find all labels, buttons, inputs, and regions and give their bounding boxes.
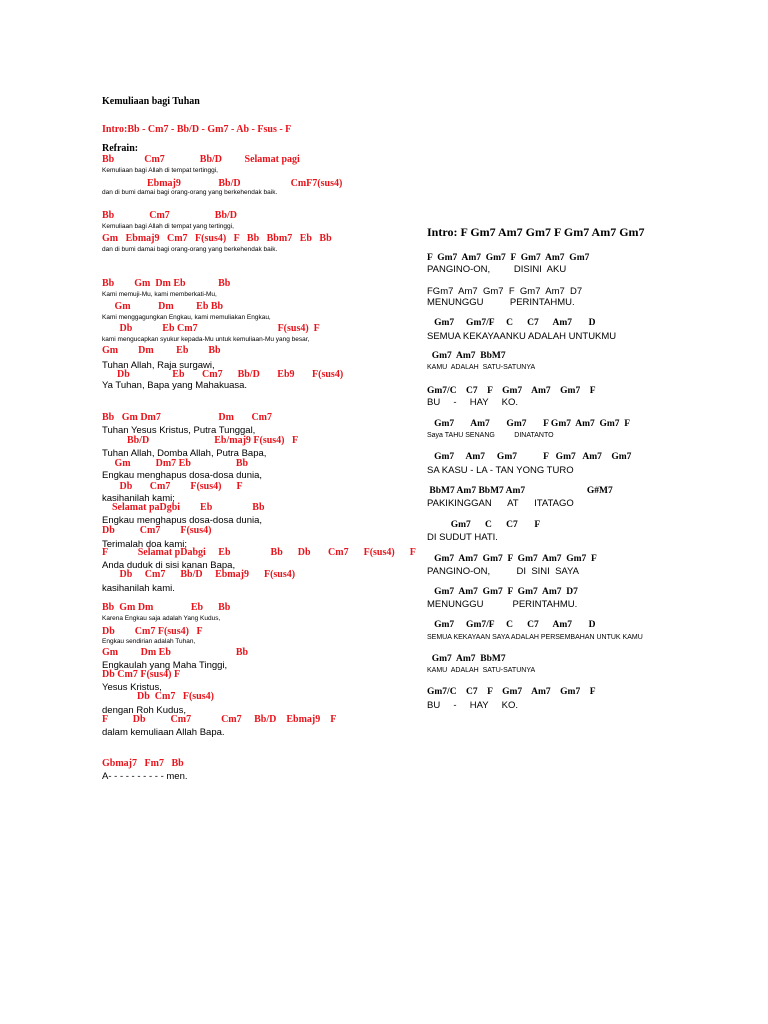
left-lyric-line: Ya Tuhan, Bapa yang Mahakuasa. — [102, 380, 248, 391]
right-chord-line: Gm7/C C7 F Gm7 Am7 Gm7 F — [427, 386, 596, 396]
right-chord-line: Gm7 Am7 Gm7 F Gm7 Am7 Gm7 — [427, 452, 632, 462]
right-chord-line: F Gm7 Am7 Gm7 F Gm7 Am7 Gm7 — [427, 253, 590, 263]
right-lyric-line: PANGINO-ON, DISINI AKU — [427, 264, 567, 275]
right-chord-line: Gm7 Am7 Gm7 F Gm7 Am7 D7 — [427, 587, 578, 597]
left-chord-line: Bb Gm Dm Eb Bb — [102, 278, 231, 289]
left-chord-line: Bb Gm Dm7 Dm Cm7 — [102, 412, 272, 423]
left-lyric-line: Tuhan Allah, Domba Allah, Putra Bapa, — [102, 448, 267, 459]
left-chord-line: Db Eb Cm7 F(sus4) F — [102, 323, 320, 334]
right-lyric-line: BU - HAY KO. — [427, 397, 518, 408]
left-chord-line: Db Cm7 Bb/D Ebmaj9 F(sus4) — [102, 569, 296, 580]
left-lyric-line: Yesus Kristus, — [102, 682, 162, 693]
song-title: Kemuliaan bagi Tuhan — [102, 96, 200, 107]
left-chord-line: Db Cm7 F(sus4) — [102, 525, 212, 536]
right-chord-line: Gm7 Am7 Gm7 F Gm7 Am7 Gm7 F — [427, 419, 631, 429]
left-lyric-line: Kemuliaan bagi Allah di tempat yang tertinggi, — [102, 223, 234, 230]
right-lyric-line: PANGINO-ON, DI SINI SAYA — [427, 566, 580, 577]
left-lyric-line: Tuhan Allah, Raja surgawi, — [102, 360, 215, 371]
left-lyric-line: Anda duduk di sisi kanan Bapa, — [102, 560, 236, 571]
right-lyric-line: SA KASU - LA - TAN YONG TURO — [427, 465, 574, 476]
left-lyric-line: Kami memuji-Mu, kami memberkati-Mu, — [102, 291, 217, 298]
right-lyric-line: SEMUA KEKAYAAN SAYA ADALAH PERSEMBAHAN UNTUK KAMU — [427, 634, 643, 641]
right-lyric-line: MENUNGGU PERINTAHMU. — [427, 599, 578, 610]
left-chord-line: Db Cm7 F(sus4) — [102, 691, 214, 702]
right-chord-line: Gm7 Am7 BbM7 — [427, 351, 506, 361]
left-chord-line: Gm Dm Eb Bb — [102, 647, 249, 658]
right-chord-line: Gm7 Gm7/F C C7 Am7 D — [427, 620, 596, 630]
left-lyric-line: Terimalah doa kami; — [102, 539, 188, 550]
right-lyric-line: MENUNGGU PERINTAHMU. — [427, 297, 575, 308]
left-chord-line: Gm Dm Eb Bb — [102, 345, 221, 356]
left-chord-line: Db Eb Cm7 Bb/D Eb9 F(sus4) — [102, 369, 344, 380]
right-chord-line: Gm7 Gm7/F C C7 Am7 D — [427, 318, 596, 328]
left-chord-line: Bb/D Eb/maj9 F(sus4) F — [102, 435, 299, 446]
intro-chords: Intro:Bb - Cm7 - Bb/D - Gm7 - Ab - Fsus - F — [102, 124, 292, 135]
right-lyric-line: Saya TAHU SENANG DINATANTO — [427, 432, 554, 439]
left-chord-line: Gm Dm7 Eb Bb — [102, 458, 249, 469]
left-lyric-line: A- - - - - - - - - - men. — [102, 771, 188, 782]
right-chord-line: Gm7/C C7 F Gm7 Am7 Gm7 F — [427, 687, 596, 697]
left-lyric-line: Tuhan Yesus Kristus, Putra Tunggal, — [102, 425, 256, 436]
right-lyric-line: DI SUDUT HATI. — [427, 532, 498, 543]
left-chord-line: F Selamat pDabgi Eb Bb Db Cm7 F(sus4) F — [102, 547, 416, 558]
right-chord-line: Gm7 C C7 F — [427, 520, 541, 530]
left-lyric-line: dalam kemuliaan Allah Bapa. — [102, 727, 225, 738]
left-lyric-line: Engkau menghapus dosa-dosa dunia, — [102, 470, 263, 481]
left-lyric-line: kasihanilah kami; — [102, 493, 175, 504]
right-lyric-line: PAKIKINGGAN AT ITATAGO — [427, 498, 574, 509]
refrain-label: Refrain: — [102, 143, 139, 154]
left-lyric-line: dan di bumi damai bagi orang-orang yang berkehendak baik. — [102, 246, 278, 253]
left-chord-line: Selamat paDgbi Eb Bb — [102, 502, 265, 513]
left-chord-line: Db Cm7 F(sus4) F — [102, 626, 203, 637]
left-chord-line: Bb Gm Dm Eb Bb — [102, 602, 231, 613]
left-chord-line: Gm Ebmaj9 Cm7 F(sus4) F Bb Bbm7 Eb Bb — [102, 233, 332, 244]
right-intro-chords: Intro: F Gm7 Am7 Gm7 F Gm7 Am7 Gm7 — [427, 225, 645, 239]
left-chord-line: Gm Dm Eb Bb — [102, 301, 224, 312]
left-lyric-line: Engkau sendirian adalah Tuhan, — [102, 638, 196, 645]
left-lyric-line: Karena Engkau saja adalah Yang Kudus, — [102, 615, 221, 622]
left-lyric-line: Kemuliaan bagi Allah di tempat tertinggi, — [102, 167, 218, 174]
left-lyric-line: dengan Roh Kudus, — [102, 705, 186, 716]
left-chord-line: Gbmaj7 Fm7 Bb — [102, 758, 184, 769]
left-chord-line: F Db Cm7 Cm7 Bb/D Ebmaj9 F — [102, 714, 337, 725]
left-chord-line: Bb Cm7 Bb/D Selamat pagi — [102, 154, 300, 165]
left-lyric-line: Engkaulah yang Maha Tinggi, — [102, 660, 228, 671]
right-lyric-line: KAMU ADALAH SATU-SATUNYA — [427, 667, 536, 674]
right-chord-line: Gm7 Am7 BbM7 — [427, 654, 506, 664]
left-lyric-line: kami mengucapkan syukur kepada-Mu untuk kemuliaan-Mu yang besar, — [102, 336, 310, 343]
right-chord-line: BbM7 Am7 BbM7 Am7 G#M7 — [427, 486, 613, 496]
left-lyric-line: Engkau menghapus dosa-dosa dunia, — [102, 515, 263, 526]
right-lyric-line: SEMUA KEKAYAANKU ADALAH UNTUKMU — [427, 331, 617, 342]
left-chord-line: Bb Cm7 Bb/D — [102, 210, 238, 221]
left-chord-line: Db Cm7 F(sus4) F — [102, 481, 243, 492]
right-lyric-line: KAMU ADALAH SATU-SATUNYA — [427, 364, 536, 371]
right-chord-line: Gm7 Am7 Gm7 F Gm7 Am7 Gm7 F — [427, 554, 597, 564]
left-chord-line: Ebmaj9 Bb/D CmF7(sus4) — [102, 178, 343, 189]
right-lyric-line: FGm7 Am7 Gm7 F Gm7 Am7 D7 — [427, 286, 583, 297]
left-lyric-line: Kami menggagungkan Engkau, kami memuliakan Engkau, — [102, 314, 271, 321]
left-lyric-line: kasihanilah kami. — [102, 583, 175, 594]
left-lyric-line: dan di bumi damai bagi orang-orang yang berkehendak baik. — [102, 189, 278, 196]
left-chord-line: Db Cm7 F(sus4) F — [102, 669, 181, 680]
right-lyric-line: BU - HAY KO. — [427, 700, 518, 711]
